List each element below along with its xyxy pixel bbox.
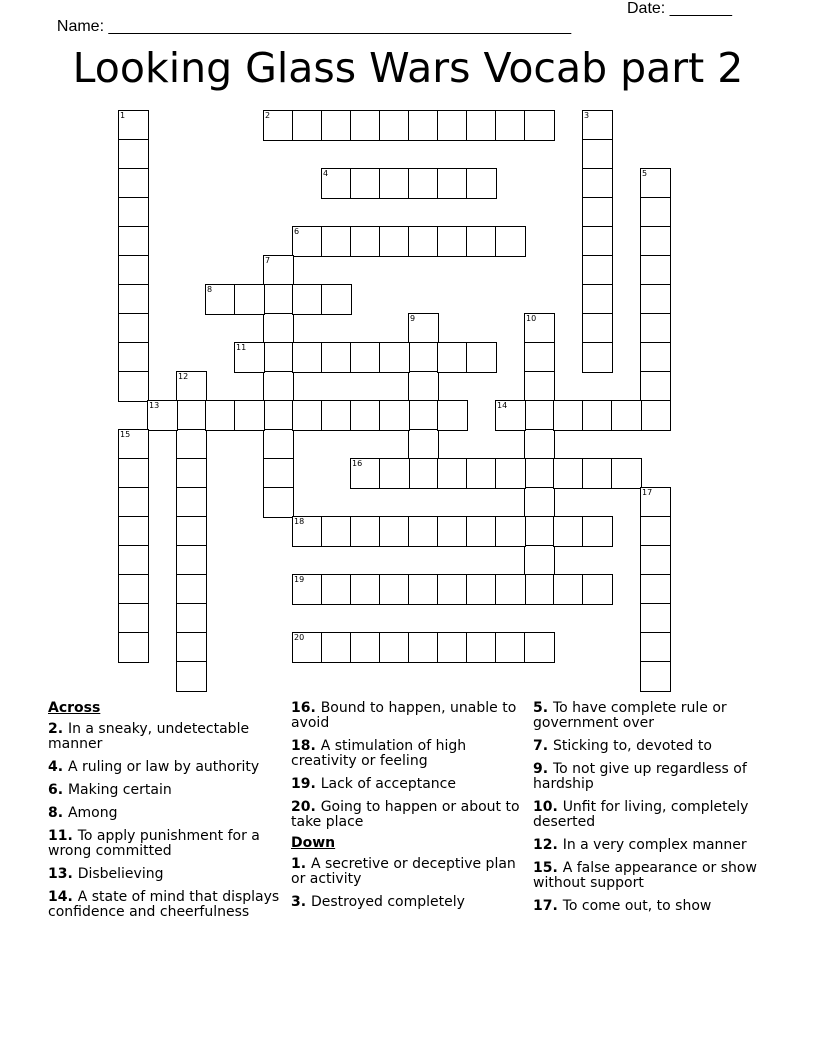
grid-cell[interactable] [118,458,149,489]
grid-cell[interactable] [582,458,613,489]
grid-cell[interactable] [524,458,555,489]
grid-cell[interactable] [205,400,236,431]
clue-item [48,783,288,798]
grid-cell[interactable] [524,371,555,402]
clue-number: 3. [291,894,311,910]
grid-cell[interactable] [350,168,381,199]
clue-number: 4. [48,759,68,775]
grid-cell[interactable] [611,458,642,489]
clue-text: Unfit for living, completely deserted [533,799,749,830]
clue-number: 20. [291,799,321,815]
grid-cell[interactable] [437,632,468,663]
clue-text: A stimulation of high creativity or feeling [291,738,467,769]
grid-cell[interactable] [379,110,410,141]
grid-cell[interactable] [495,400,526,431]
grid-cell[interactable] [292,632,323,663]
clue-number: 13 [149,401,160,410]
clue-number: 17 [642,488,653,497]
grid-cell[interactable] [263,284,294,315]
grid-cell[interactable] [118,197,149,228]
clue-number: 7 [265,256,271,265]
grid-cell[interactable] [379,168,410,199]
grid-cell[interactable] [466,342,497,373]
grid-cell[interactable] [611,400,642,431]
grid-cell[interactable] [466,516,497,547]
clue-item [291,701,531,731]
clue-text: To have complete rule or government over [533,700,727,731]
clue-text: A false appearance or show without support [533,860,757,891]
grid-cell[interactable] [524,574,555,605]
grid-cell[interactable] [640,226,671,257]
grid-cell[interactable] [118,284,149,315]
clue-number: 19. [291,776,321,792]
grid-cell[interactable] [640,342,671,373]
grid-cell[interactable] [379,516,410,547]
clues-column-1 [48,701,288,928]
grid-cell[interactable] [640,168,671,199]
grid-cell[interactable] [176,400,207,431]
clue-number: 20 [294,633,305,642]
clue-item [533,838,773,853]
grid-cell[interactable] [553,400,584,431]
grid-cell[interactable] [582,400,613,431]
grid-cell[interactable] [553,516,584,547]
grid-cell[interactable] [495,458,526,489]
clue-number: 17. [533,898,563,914]
grid-cell[interactable] [292,226,323,257]
grid-cell[interactable] [263,429,294,460]
grid-cell[interactable] [263,110,294,141]
grid-cell[interactable] [640,545,671,576]
down-heading: Down [291,835,336,851]
grid-cell[interactable] [553,574,584,605]
clue-number: 9 [410,314,416,323]
clue-text: Lack of acceptance [320,776,456,792]
clue-item [533,800,773,830]
grid-cell[interactable] [466,226,497,257]
grid-cell[interactable] [582,574,613,605]
grid-cell[interactable] [408,400,439,431]
grid-cell[interactable] [582,226,613,257]
grid-cell[interactable] [321,284,352,315]
clue-text: Bound to happen, unable to avoid [291,700,517,731]
grid-cell[interactable] [263,458,294,489]
grid-cell[interactable] [118,342,149,373]
clue-text: Among [67,805,118,821]
grid-cell[interactable] [118,487,149,518]
grid-cell[interactable] [466,632,497,663]
grid-cell[interactable] [408,371,439,402]
clue-number: 4 [323,169,329,178]
grid-cell[interactable] [408,632,439,663]
grid-cell[interactable] [118,110,149,141]
grid-cell[interactable] [379,632,410,663]
down-clue-list [291,857,531,910]
grid-cell[interactable] [292,284,323,315]
clue-number: 12 [178,372,189,381]
grid-cell[interactable] [176,516,207,547]
grid-cell[interactable] [321,400,352,431]
grid-cell[interactable] [234,342,265,373]
grid-cell[interactable] [147,400,178,431]
grid-cell[interactable] [408,429,439,460]
grid-cell[interactable] [437,226,468,257]
grid-cell[interactable] [524,545,555,576]
grid-cell[interactable] [582,255,613,286]
date-field-label[interactable]: Date: _______ [627,0,732,17]
grid-cell[interactable] [321,342,352,373]
grid-cell[interactable] [640,284,671,315]
clue-text: Disbelieving [77,866,164,882]
grid-cell[interactable] [292,516,323,547]
clue-item [48,890,288,920]
clue-number: 2. [48,721,68,737]
grid-cell[interactable] [640,313,671,344]
grid-cell[interactable] [263,255,294,286]
grid-cell[interactable] [176,458,207,489]
grid-cell[interactable] [118,371,149,402]
grid-cell[interactable] [292,342,323,373]
clue-item [533,899,773,914]
grid-cell[interactable] [350,226,381,257]
clue-item [48,760,288,775]
grid-cell[interactable] [640,487,671,518]
grid-cell[interactable] [408,574,439,605]
across-heading: Across [48,700,101,716]
grid-cell[interactable] [408,226,439,257]
grid-cell[interactable] [437,342,468,373]
grid-cell[interactable] [118,632,149,663]
clue-number: 10 [526,314,537,323]
clue-text: Going to happen or about to take place [291,799,520,830]
grid-cell[interactable] [553,458,584,489]
clue-number: 6. [48,782,68,798]
grid-cell[interactable] [408,110,439,141]
page-title: Looking Glass Wars Vocab part 2 [72,44,744,92]
grid-cell[interactable] [582,139,613,170]
grid-cell[interactable] [640,603,671,634]
clue-item [291,777,531,792]
grid-cell[interactable] [350,110,381,141]
clue-number: 10. [533,799,563,815]
grid-cell[interactable] [582,110,613,141]
grid-cell[interactable] [640,516,671,547]
clue-item [48,806,288,821]
grid-cell[interactable] [118,168,149,199]
grid-cell[interactable] [176,603,207,634]
grid-cell[interactable] [118,255,149,286]
grid-cell[interactable] [524,632,555,663]
grid-cell[interactable] [379,226,410,257]
clue-number: 3 [584,111,590,120]
grid-cell[interactable] [350,574,381,605]
grid-cell[interactable] [292,400,323,431]
grid-cell[interactable] [582,168,613,199]
clues-column-2 [291,701,531,918]
grid-cell[interactable] [408,168,439,199]
clue-text: A secretive or deceptive plan or activity [291,856,516,887]
grid-cell[interactable] [466,574,497,605]
clue-number: 15. [533,860,563,876]
clue-text: To come out, to show [562,898,712,914]
grid-cell[interactable] [524,400,555,431]
grid-cell[interactable] [524,429,555,460]
grid-cell[interactable] [379,400,410,431]
clue-number: 9. [533,761,553,777]
clue-text: In a sneaky, undetectable manner [48,721,250,752]
clue-number: 18. [291,738,321,754]
clue-text: To apply punishment for a wrong committed [48,828,260,859]
grid-cell[interactable] [321,574,352,605]
clue-number: 14 [497,401,508,410]
clue-text: A ruling or law by authority [67,759,260,775]
grid-cell[interactable] [640,400,671,431]
grid-cell[interactable] [176,574,207,605]
grid-cell[interactable] [176,632,207,663]
grid-cell[interactable] [466,458,497,489]
grid-cell[interactable] [263,400,294,431]
clue-item [533,861,773,891]
grid-cell[interactable] [321,110,352,141]
grid-cell[interactable] [640,661,671,692]
clue-number: 15 [120,430,131,439]
clue-number: 1 [120,111,126,120]
across-clue-list-continued [291,701,531,830]
clue-number: 8. [48,805,68,821]
grid-cell[interactable] [408,342,439,373]
grid-cell[interactable] [437,516,468,547]
grid-cell[interactable] [205,284,236,315]
grid-cell[interactable] [118,226,149,257]
grid-cell[interactable] [321,226,352,257]
grid-cell[interactable] [437,574,468,605]
grid-cell[interactable] [640,574,671,605]
clue-number: 13. [48,866,78,882]
clue-item [291,739,531,769]
grid-cell[interactable] [176,661,207,692]
grid-cell[interactable] [118,603,149,634]
grid-cell[interactable] [524,516,555,547]
clue-number: 16 [352,459,363,468]
clue-number: 8 [207,285,213,294]
grid-cell[interactable] [321,516,352,547]
grid-cell[interactable] [350,342,381,373]
clue-number: 16. [291,700,321,716]
clue-text: Sticking to, devoted to [552,738,712,754]
grid-cell[interactable] [234,400,265,431]
grid-cell[interactable] [640,197,671,228]
grid-cell[interactable] [495,226,526,257]
clue-number: 5 [642,169,648,178]
clue-item [533,762,773,792]
grid-cell[interactable] [263,342,294,373]
grid-cell[interactable] [176,545,207,576]
grid-cell[interactable] [118,574,149,605]
grid-cell[interactable] [350,632,381,663]
clue-item [48,722,288,752]
name-field-label[interactable]: Name: ____________________________________________________ [56,18,572,35]
grid-cell[interactable] [292,574,323,605]
clue-item [533,739,773,754]
grid-cell[interactable] [118,429,149,460]
grid-cell[interactable] [379,574,410,605]
grid-cell[interactable] [582,284,613,315]
grid-cell[interactable] [263,487,294,518]
grid-cell[interactable] [263,371,294,402]
clue-text: A state of mind that displays confidence and cheerfulness [48,889,280,920]
grid-cell[interactable] [118,545,149,576]
clue-item [48,829,288,859]
grid-cell[interactable] [118,516,149,547]
grid-cell[interactable] [524,313,555,344]
grid-cell[interactable] [408,516,439,547]
grid-cell[interactable] [524,342,555,373]
grid-cell[interactable] [379,342,410,373]
clue-text: To not give up regardless of hardship [533,761,747,792]
clue-text: In a very complex manner [562,837,747,853]
grid-cell[interactable] [292,110,323,141]
clue-item [291,857,531,887]
grid-cell[interactable] [176,487,207,518]
across-clue-list [48,722,288,920]
grid-cell[interactable] [321,632,352,663]
clue-number: 19 [294,575,305,584]
grid-cell[interactable] [495,632,526,663]
clue-number: 18 [294,517,305,526]
clue-item [533,701,773,731]
clue-number: 6 [294,227,300,236]
down-clue-list-continued [533,701,773,914]
grid-cell[interactable] [495,516,526,547]
grid-cell[interactable] [437,110,468,141]
grid-cell[interactable] [263,313,294,344]
clue-item [48,867,288,882]
grid-cell[interactable] [437,458,468,489]
clue-item [291,895,531,910]
grid-cell[interactable] [640,255,671,286]
grid-cell[interactable] [582,342,613,373]
grid-cell[interactable] [524,110,555,141]
grid-cell[interactable] [582,313,613,344]
grid-cell[interactable] [350,516,381,547]
grid-cell[interactable] [495,574,526,605]
grid-cell[interactable] [640,632,671,663]
grid-cell[interactable] [379,458,410,489]
clues-column-3 [533,701,773,922]
grid-cell[interactable] [466,168,497,199]
grid-cell[interactable] [640,371,671,402]
grid-cell[interactable] [321,168,352,199]
grid-cell[interactable] [495,110,526,141]
grid-cell[interactable] [524,487,555,518]
clue-text: Destroyed completely [310,894,465,910]
clue-number: 7. [533,738,553,754]
grid-cell[interactable] [408,458,439,489]
grid-cell[interactable] [176,429,207,460]
grid-cell[interactable] [582,197,613,228]
grid-cell[interactable] [582,516,613,547]
grid-cell[interactable] [234,284,265,315]
grid-cell[interactable] [176,371,207,402]
clue-number: 11 [236,343,247,352]
grid-cell[interactable] [350,400,381,431]
grid-cell[interactable] [466,110,497,141]
clue-number: 11. [48,828,78,844]
grid-cell[interactable] [437,168,468,199]
clue-number: 2 [265,111,271,120]
grid-cell[interactable] [118,313,149,344]
grid-cell[interactable] [408,313,439,344]
clue-text: Making certain [67,782,172,798]
clue-item [291,800,531,830]
grid-cell[interactable] [350,458,381,489]
clue-number: 12. [533,837,563,853]
grid-cell[interactable] [118,139,149,170]
clue-number: 14. [48,889,78,905]
grid-cell[interactable] [437,400,468,431]
clue-number: 5. [533,700,553,716]
clue-number: 1. [291,856,311,872]
